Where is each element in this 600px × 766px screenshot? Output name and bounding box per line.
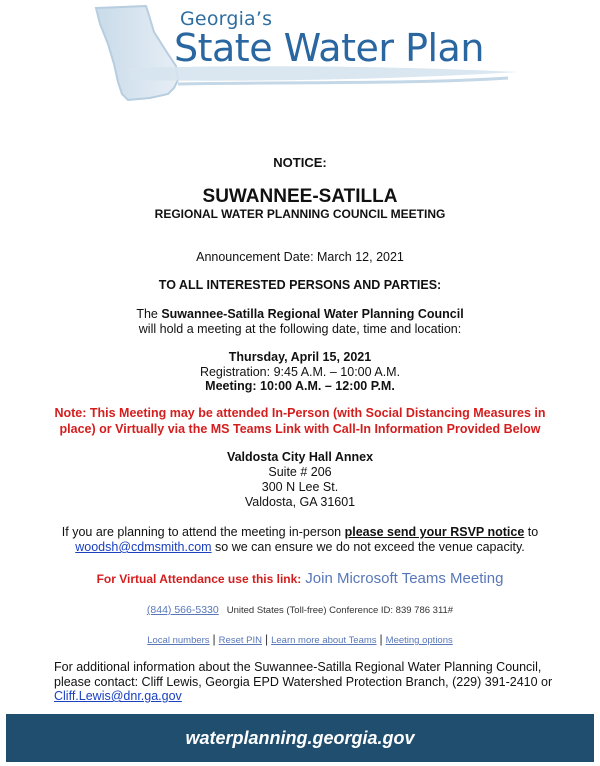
rsvp-rest: so we can ensure we do not exceed the venue capacity.	[211, 540, 525, 554]
rsvp-prefix: If you are planning to attend the meeting in-person	[61, 525, 345, 539]
venue-street: 300 N Lee St.	[261, 480, 339, 494]
link-separator: |	[212, 632, 216, 646]
teams-links	[0, 632, 600, 646]
footer-website[interactable]: waterplanning.georgia.gov	[6, 714, 594, 762]
rsvp-emphasis: please send your RSVP notice	[344, 525, 525, 539]
rsvp-suffix: to	[524, 525, 539, 539]
logo-subtitle: Georgia’s	[180, 8, 273, 30]
intro-prefix: The	[136, 307, 162, 321]
rsvp-line-2	[0, 540, 600, 554]
venue-suite: Suite # 206	[268, 465, 332, 479]
link-separator: |	[264, 632, 269, 646]
meeting-time: Meeting: 10:00 A.M. – 12:00 P.M.	[205, 379, 395, 393]
meeting-options-link[interactable]: Meeting options	[385, 635, 453, 646]
rsvp-line	[0, 525, 600, 539]
contact-line-2: please contact: Cliff Lewis, Georgia EPD Watershed Protection Branch, (229) 391-2410 or	[54, 674, 553, 689]
venue-name: Valdosta City Hall Annex	[226, 450, 374, 464]
learn-more-link[interactable]: Learn more about Teams	[271, 635, 377, 646]
rsvp-email-link[interactable]: woodsh@cdmsmith.com	[75, 540, 212, 554]
meeting-date: Thursday, April 15, 2021	[228, 350, 372, 364]
audience-heading: TO ALL INTERESTED PERSONS AND PARTIES:	[158, 278, 442, 292]
venue-city: Valdosta, GA 31601	[244, 495, 356, 509]
attendance-note	[0, 405, 600, 437]
phone-number-link[interactable]: (844) 566-5330	[146, 604, 219, 616]
intro-line	[0, 307, 600, 321]
page-title: SUWANNEE-SATILLA	[202, 186, 398, 207]
contact-email-link[interactable]: Cliff.Lewis@dnr.ga.gov	[54, 689, 182, 703]
council-name: Suwannee-Satilla Regional Water Planning Council	[161, 307, 464, 321]
reset-pin-link[interactable]: Reset PIN	[218, 635, 262, 646]
join-teams-link[interactable]: Join Microsoft Teams Meeting	[305, 570, 504, 587]
intro-line-2: will hold a meeting at the following date, time and location:	[138, 322, 462, 336]
state-water-plan-logo	[88, 2, 520, 108]
link-separator: |	[379, 632, 383, 646]
conference-details: United States (Toll-free) Conference ID: 839 786 311#	[226, 605, 454, 616]
page-subtitle: REGIONAL WATER PLANNING COUNCIL MEETING	[154, 207, 446, 221]
contact-info	[54, 660, 574, 704]
notice-label: NOTICE:	[273, 155, 327, 170]
registration-time: Registration: 9:45 A.M. – 10:00 A.M.	[199, 365, 401, 379]
note-line-1: Note: This Meeting may be attended In-Person (with Social Distancing Measures in	[54, 406, 546, 420]
announcement-date: Announcement Date: March 12, 2021	[196, 250, 404, 264]
contact-line-1: For additional information about the Suwannee-Satilla Regional Water Planning Council,	[54, 660, 542, 674]
virtual-attendance	[0, 570, 600, 588]
logo-title: State Water Plan	[174, 26, 484, 70]
local-numbers-link[interactable]: Local numbers	[147, 635, 210, 646]
virtual-label: For Virtual Attendance use this link:	[96, 572, 302, 586]
note-line-2: place) or Virtually via the MS Teams Link with Call-In Information Provided Below	[59, 422, 541, 436]
call-in-info	[0, 604, 600, 616]
